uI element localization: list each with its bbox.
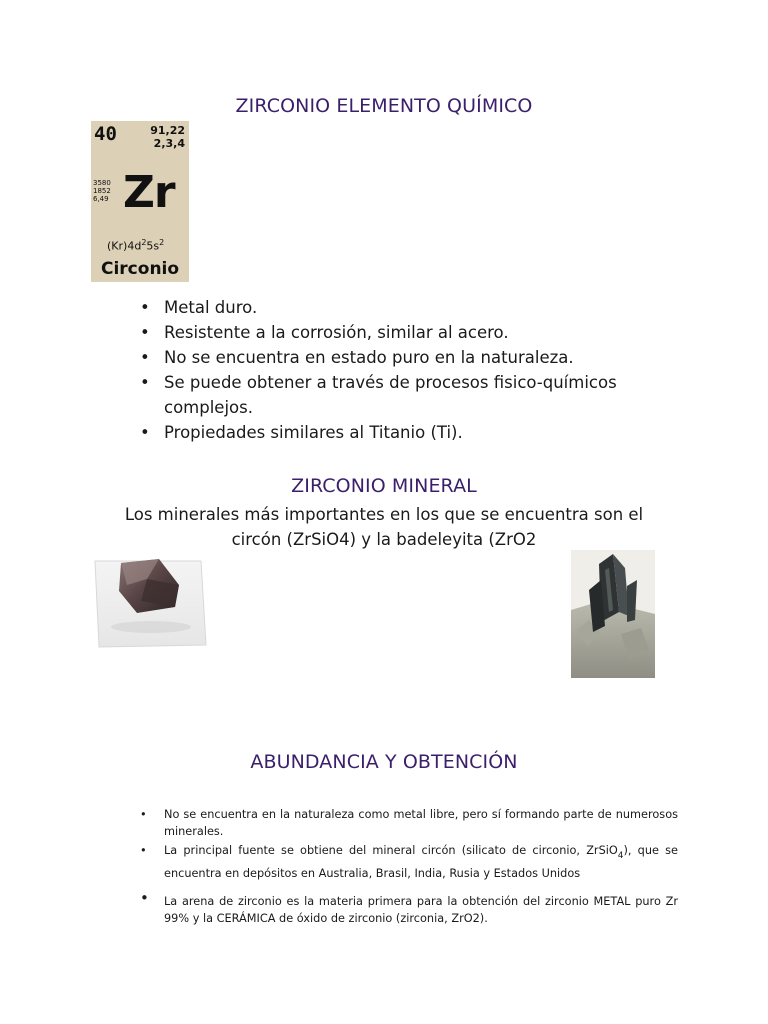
baddeleyite-crystal-image	[571, 550, 655, 678]
subscript: 4	[617, 851, 624, 861]
mineral-intro-text: Los minerales más importantes en los que se encuentra son el circón (ZrSiO4) y la badeleyita (ZrO2	[124, 505, 644, 549]
abundance-heading: ABUNDANCIA Y OBTENCIÓN	[250, 751, 518, 773]
list-item	[140, 370, 660, 420]
boiling-point: 3580	[93, 179, 111, 187]
melting-point: 1852	[93, 187, 111, 195]
config-exp-1: 2	[141, 238, 147, 247]
element-name: Circonio	[101, 259, 180, 279]
list-item-text: Metal duro.	[164, 298, 258, 317]
atomic-number: 40	[94, 123, 117, 145]
list-item	[140, 889, 678, 927]
bullet: •	[140, 373, 150, 392]
atomic-mass: 91,22	[150, 124, 185, 137]
list-item-text: Se puede obtener a través de procesos fisico-químicos complejos.	[164, 373, 617, 417]
bullet: •	[140, 298, 150, 317]
properties-list	[140, 295, 660, 445]
list-item	[140, 345, 660, 370]
bullet: •	[140, 844, 147, 857]
oxidation-states: 2,3,4	[153, 137, 185, 150]
mineral-heading: ZIRCONIO MINERAL	[291, 475, 477, 497]
list-item	[140, 420, 660, 445]
mass-block	[150, 124, 185, 150]
bullet: •	[140, 808, 147, 821]
list-item-text: No se encuentra en la naturaleza como metal libre, pero sí formando parte de numerosos minerales.	[164, 808, 678, 838]
periodic-element-tile	[91, 121, 189, 282]
chemical-element-heading: ZIRCONIO ELEMENTO QUÍMICO	[235, 95, 533, 117]
list-item-text: Propiedades similares al Titanio (Ti).	[164, 423, 463, 442]
config-exp-2: 2	[159, 238, 165, 247]
text-part: ), que se encuentra en depósitos en Australia, Brasil, India, Rusia y Estados Unidos	[164, 844, 678, 880]
list-item-text	[164, 842, 678, 882]
list-item	[140, 806, 678, 840]
zircon-crystal-image	[91, 555, 208, 651]
list-item	[140, 295, 660, 320]
bullet: •	[140, 348, 150, 367]
element-symbol: Zr	[123, 167, 175, 218]
density: 6,49	[93, 195, 109, 203]
list-item-text: No se encuentra en estado puro en la naturaleza.	[164, 348, 574, 367]
bullet: •	[140, 423, 150, 442]
list-item	[140, 320, 660, 345]
bullet: •	[140, 323, 150, 342]
electron-configuration	[107, 238, 164, 253]
list-item-text: Resistente a la corrosión, similar al acero.	[164, 323, 509, 342]
bullet: •	[140, 889, 149, 907]
list-item	[140, 842, 678, 882]
config-base: (Kr)4d	[107, 239, 142, 253]
list-item-text: La arena de zirconio es la materia primera para la obtención del zirconio METAL puro Zr 99% y la CERÁMICA de óxido de zirconio (zirconia, ZrO2).	[164, 895, 678, 925]
physical-properties	[93, 179, 111, 203]
config-mid: 5s	[146, 239, 160, 253]
abundance-list	[140, 806, 678, 927]
text-part: La principal fuente se obtiene del mineral circón (silicato de circonio, ZrSiO	[164, 844, 618, 857]
